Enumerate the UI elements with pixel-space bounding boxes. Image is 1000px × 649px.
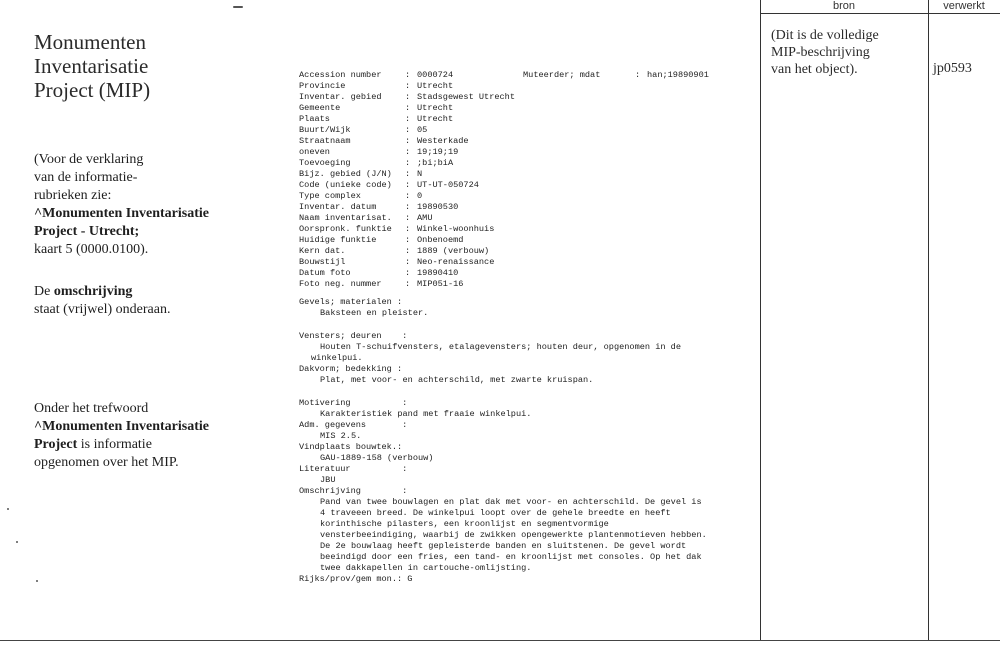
field-label: Inventar. datum bbox=[299, 202, 377, 212]
scan-speck bbox=[36, 580, 38, 582]
field-separator: : bbox=[405, 125, 411, 135]
field-value: 05 bbox=[417, 125, 428, 135]
field-value-vensters: Houten T-schuifvensters, etalagevensters; houten deur, opgenomen in de bbox=[320, 342, 681, 352]
field-value-gevels: Baksteen en pleister. bbox=[320, 308, 429, 318]
scan-speck bbox=[233, 6, 243, 8]
field-label-omschrijving: Omschrijving : bbox=[299, 486, 408, 496]
scan-speck bbox=[16, 541, 18, 543]
field-label: Buurt/Wijk bbox=[299, 125, 351, 135]
field-label: Datum foto bbox=[299, 268, 351, 278]
mutation-value: han;19890901 bbox=[647, 70, 709, 80]
field-separator: : bbox=[405, 103, 411, 113]
reference-note-line: (Voor de verklaring bbox=[34, 152, 144, 167]
document-title: Monumenten Inventarisatie Project (MIP) bbox=[34, 30, 151, 102]
record-field-row bbox=[299, 268, 749, 279]
field-value: AMU bbox=[417, 213, 433, 223]
field-value: Neo-renaissance bbox=[417, 257, 495, 267]
record-field-row bbox=[299, 191, 749, 202]
record-field-row bbox=[299, 257, 749, 268]
field-label: Huidige funktie bbox=[299, 235, 377, 245]
reference-note-line: rubrieken zie: bbox=[34, 188, 112, 203]
field-value: Utrecht bbox=[417, 114, 454, 124]
record-field-row bbox=[299, 81, 749, 92]
processed-code: jp0593 bbox=[933, 61, 972, 76]
field-label: Oorspronk. funktie bbox=[299, 224, 392, 234]
field-separator: : bbox=[405, 213, 411, 223]
field-label-motivering: Motivering : bbox=[299, 398, 408, 408]
mip-record bbox=[299, 70, 749, 585]
record-field-row bbox=[299, 213, 749, 224]
keyword-link[interactable] bbox=[34, 418, 209, 436]
field-separator: : bbox=[405, 224, 411, 234]
field-separator: : bbox=[405, 257, 411, 267]
field-separator: : bbox=[405, 246, 411, 256]
column-header-bron: bron bbox=[832, 0, 856, 12]
field-value-motivering: Karakteristiek pand met fraaie winkelpui. bbox=[320, 409, 532, 419]
field-value-vensters-cont: winkelpui. bbox=[311, 353, 363, 363]
field-separator: : bbox=[405, 114, 411, 124]
reference-link-cont[interactable] bbox=[34, 223, 209, 241]
field-rijks-mon: Rijks/prov/gem mon.: G bbox=[299, 574, 413, 584]
keyword-note-rest: is informatie bbox=[77, 437, 152, 452]
record-field-row bbox=[299, 103, 749, 114]
field-value: 19890530 bbox=[417, 202, 459, 212]
field-separator: : bbox=[405, 81, 411, 91]
field-label: Naam inventarisat. bbox=[299, 213, 392, 223]
field-value: Winkel-woonhuis bbox=[417, 224, 495, 234]
field-label: oneven bbox=[299, 147, 330, 157]
field-separator: : bbox=[635, 70, 641, 80]
field-label: Kern dat. bbox=[299, 246, 346, 256]
field-separator: : bbox=[405, 268, 411, 278]
field-label: Foto neg. nummer bbox=[299, 279, 382, 289]
field-value: Utrecht bbox=[417, 103, 454, 113]
keyword-note-line: Onder het trefwoord bbox=[34, 401, 149, 416]
source-note: (Dit is de volledige MIP-beschrijving van het object). bbox=[771, 28, 879, 77]
description-line: vensterbeeindiging, waarbij de zwikken opengewerkte plantenmotieven hebben. bbox=[320, 530, 707, 540]
reference-link-text-cont[interactable]: Project - Utrecht; bbox=[34, 224, 140, 239]
field-label: Accession number bbox=[299, 70, 382, 80]
field-label-gevels: Gevels; materialen : bbox=[299, 297, 403, 307]
field-value-dakvorm: Plat, met voor- en achterschild, met zwarte kruispan. bbox=[320, 375, 594, 385]
keyword-note-line: opgenomen over het MIP. bbox=[34, 455, 179, 470]
record-field-row bbox=[299, 147, 749, 158]
record-field-row bbox=[299, 70, 749, 81]
field-separator: : bbox=[405, 279, 411, 289]
field-value: 0 bbox=[417, 191, 423, 201]
description-line: 4 traveeen breed. De winkelpui loopt over de gehele breedte en heeft bbox=[320, 508, 671, 518]
field-label-vensters: Vensters; deuren : bbox=[299, 331, 408, 341]
field-label-adm: Adm. gegevens : bbox=[299, 420, 408, 430]
field-label: Plaats bbox=[299, 114, 330, 124]
field-value: N bbox=[417, 169, 423, 179]
field-label-literatuur: Literatuur : bbox=[299, 464, 408, 474]
description-note-prefix: De bbox=[34, 284, 54, 299]
record-field-row bbox=[299, 136, 749, 147]
field-value: Onbenoemd bbox=[417, 235, 464, 245]
record-field-row bbox=[299, 114, 749, 125]
record-fields bbox=[299, 70, 749, 290]
scan-speck bbox=[7, 508, 9, 510]
record-field-row bbox=[299, 202, 749, 213]
column-header-verwerkt: verwerkt bbox=[943, 0, 985, 12]
field-label: Inventar. gebied bbox=[299, 92, 382, 102]
reference-card-number: kaart 5 (0000.0100). bbox=[34, 242, 149, 257]
mutation-label: Muteerder; mdat bbox=[523, 70, 601, 80]
record-field-row bbox=[299, 246, 749, 257]
field-separator: : bbox=[405, 191, 411, 201]
field-separator: : bbox=[405, 136, 411, 146]
table-divider bbox=[928, 0, 929, 640]
page-bottom-rule bbox=[0, 640, 1000, 641]
reference-note bbox=[34, 151, 209, 259]
description-note-line-2: staat (vrijwel) onderaan. bbox=[34, 302, 171, 317]
field-label-dakvorm: Dakvorm; bedekking : bbox=[299, 364, 403, 374]
field-separator: : bbox=[405, 158, 411, 168]
field-value: Utrecht bbox=[417, 81, 454, 91]
keyword-link-cont[interactable]: Project bbox=[34, 437, 78, 452]
record-field-row bbox=[299, 125, 749, 136]
field-value: 19890410 bbox=[417, 268, 459, 278]
field-separator: : bbox=[405, 180, 411, 190]
record-field-row bbox=[299, 169, 749, 180]
field-label: Gemeente bbox=[299, 103, 341, 113]
field-separator: : bbox=[405, 92, 411, 102]
field-label: Provincie bbox=[299, 81, 346, 91]
field-separator: : bbox=[405, 147, 411, 157]
field-label: Toevoeging bbox=[299, 158, 351, 168]
record-field-row bbox=[299, 180, 749, 191]
keyword-link-text[interactable]: ^Monumenten Inventarisatie bbox=[34, 419, 209, 434]
field-value-omschrijving bbox=[299, 497, 749, 574]
reference-link[interactable] bbox=[34, 205, 209, 223]
field-value: UT-UT-050724 bbox=[417, 180, 479, 190]
description-note bbox=[34, 283, 170, 319]
field-value: 1889 (verbouw) bbox=[417, 246, 490, 256]
field-value-literatuur: JBU bbox=[320, 475, 336, 485]
field-value-adm: MIS 2.5. bbox=[320, 431, 362, 441]
field-label: Code (unieke code) bbox=[299, 180, 392, 190]
field-value: 19;19;19 bbox=[417, 147, 459, 157]
record-field-row bbox=[299, 92, 749, 103]
field-value: Stadsgewest Utrecht bbox=[417, 92, 515, 102]
description-line: Pand van twee bouwlagen en plat dak met voor- en achterschild. De gevel is bbox=[320, 497, 702, 507]
field-value-vindplaats: GAU-1889-158 (verbouw) bbox=[320, 453, 434, 463]
field-label: Bouwstijl bbox=[299, 257, 346, 267]
reference-link-text[interactable]: ^Monumenten Inventarisatie bbox=[34, 206, 209, 221]
record-field-row bbox=[299, 235, 749, 246]
field-separator: : bbox=[405, 202, 411, 212]
description-line: De 2e bouwlaag heeft gepleisterde banden en sluitstenen. De gevel wordt bbox=[320, 541, 687, 551]
field-value: MIP051-16 bbox=[417, 279, 464, 289]
reference-note-line: van de informatie- bbox=[34, 170, 138, 185]
record-field-row bbox=[299, 279, 749, 290]
field-value: ;bi;biA bbox=[417, 158, 454, 168]
record-field-row bbox=[299, 158, 749, 169]
table-divider bbox=[760, 0, 761, 640]
field-label: Type complex bbox=[299, 191, 361, 201]
field-value: Westerkade bbox=[417, 136, 469, 146]
keyword-note-line bbox=[34, 436, 209, 454]
field-separator: : bbox=[405, 169, 411, 179]
description-note-line-1 bbox=[34, 283, 170, 301]
field-label: Bijz. gebied (J/N) bbox=[299, 169, 392, 179]
field-label: Straatnaam bbox=[299, 136, 351, 146]
field-separator: : bbox=[405, 235, 411, 245]
record-field-row bbox=[299, 224, 749, 235]
description-line: beeindigd door een fries, een tand- en kroonlijst met consoles. Op het dak bbox=[320, 552, 702, 562]
description-note-bold: omschrijving bbox=[53, 284, 133, 299]
field-label-vindplaats: Vindplaats bouwtek.: bbox=[299, 442, 403, 452]
table-header-rule bbox=[760, 13, 1000, 14]
field-separator: : bbox=[405, 70, 411, 80]
keyword-note bbox=[34, 400, 209, 472]
field-value: 0000724 bbox=[417, 70, 454, 80]
description-line: korinthische pilasters, een kroonlijst en segmentvormige bbox=[320, 519, 609, 529]
description-line: twee dakkapellen in cartouche-omlijsting. bbox=[320, 563, 532, 573]
